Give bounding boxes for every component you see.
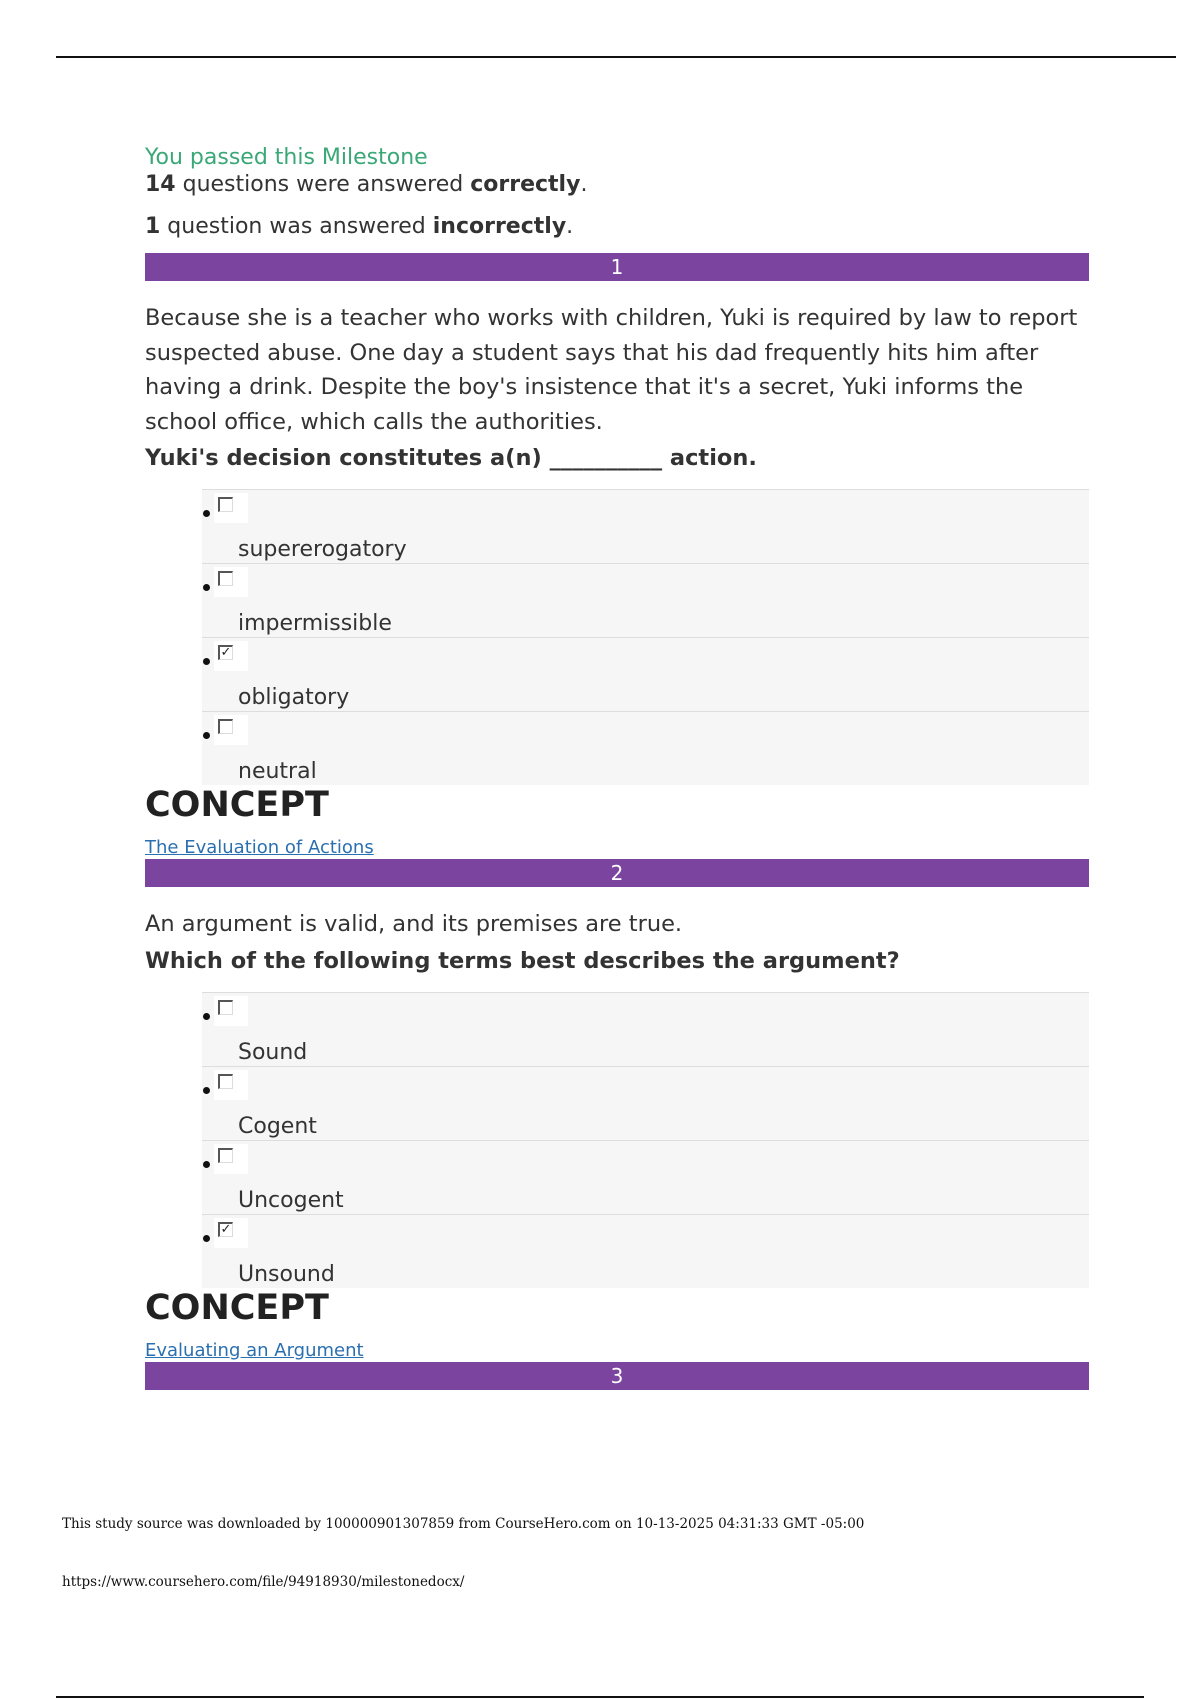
answer-checkbox[interactable]	[214, 996, 248, 1026]
correct-word: correctly	[470, 172, 581, 197]
answer-label: impermissible	[238, 611, 392, 636]
bullet-icon	[203, 584, 210, 591]
answer-checkbox[interactable]	[214, 1218, 248, 1248]
question-number-bar: 1	[145, 253, 1089, 281]
answer-checkbox[interactable]	[214, 1144, 248, 1174]
incorrect-summary	[145, 213, 1089, 241]
bullet-icon	[203, 1235, 210, 1242]
bullet-icon	[203, 658, 210, 665]
checkbox-icon	[218, 1148, 233, 1163]
answer-option[interactable]	[202, 711, 1089, 785]
checkbox-icon	[218, 497, 233, 512]
answer-checkbox[interactable]	[214, 641, 248, 671]
incorrect-text: question was answered	[160, 214, 433, 239]
answer-checkbox[interactable]	[214, 1070, 248, 1100]
correct-text: questions were answered	[175, 172, 471, 197]
answer-label: neutral	[238, 759, 317, 784]
checkbox-icon: ✓	[218, 645, 233, 660]
passed-message: You passed this Milestone	[145, 145, 428, 170]
correct-period: .	[580, 172, 588, 197]
answer-option[interactable]	[202, 1214, 1089, 1288]
answer-checkbox[interactable]	[214, 493, 248, 523]
top-rule	[56, 56, 1176, 58]
answer-label: obligatory	[238, 685, 350, 710]
question-number-bar: 3	[145, 1362, 1089, 1390]
concept-link[interactable]: Evaluating an Argument	[145, 1339, 364, 1361]
bullet-icon	[203, 1087, 210, 1094]
question-text: Which of the following terms best describes the argument?	[145, 947, 900, 974]
concept-link[interactable]: The Evaluation of Actions	[145, 837, 374, 858]
concept-heading: CONCEPT	[145, 785, 329, 825]
checkbox-icon: ✓	[218, 1222, 233, 1237]
answer-label: supererogatory	[238, 537, 407, 562]
checkbox-icon	[218, 1074, 233, 1089]
answer-checkbox[interactable]	[214, 715, 248, 745]
answer-label: Uncogent	[238, 1187, 344, 1213]
answer-checkbox[interactable]	[214, 567, 248, 597]
bullet-icon	[203, 510, 210, 517]
checkbox-icon	[218, 1000, 233, 1015]
answer-options	[202, 489, 1089, 785]
bottom-rule	[56, 1696, 1144, 1698]
bullet-icon	[203, 1013, 210, 1020]
answer-options	[202, 992, 1089, 1288]
answer-label: Cogent	[238, 1113, 317, 1139]
correct-count: 14	[145, 172, 176, 197]
source-url: https://www.coursehero.com/file/94918930/milestonedocx/	[62, 1574, 465, 1590]
checkbox-icon	[218, 719, 233, 734]
answer-option[interactable]	[202, 489, 1089, 563]
incorrect-period: .	[566, 214, 574, 239]
answer-option[interactable]	[202, 1066, 1089, 1140]
question-prompt: An argument is valid, and its premises are true.	[145, 911, 683, 937]
answer-label: Sound	[238, 1039, 308, 1065]
answer-option[interactable]	[202, 563, 1089, 637]
bullet-icon	[203, 732, 210, 739]
answer-option[interactable]	[202, 637, 1089, 711]
incorrect-count: 1	[145, 214, 161, 239]
question-number-bar: 2	[145, 859, 1089, 887]
answer-label: Unsound	[238, 1261, 335, 1287]
answer-option[interactable]	[202, 992, 1089, 1066]
question-prompt: Because she is a teacher who works with children, Yuki is required by law to report suspected abuse. One day a student says that his dad frequently hits him after having a drink. Despite the boy's insistence that it's a secret, Yuki informs the school office, which calls the authorities.	[145, 305, 1078, 435]
bullet-icon	[203, 1161, 210, 1168]
answer-option[interactable]	[202, 1140, 1089, 1214]
download-notice: This study source was downloaded by 100000901307859 from CourseHero.com on 10-13-2025 04:31:33 GMT -05:00	[62, 1516, 865, 1532]
incorrect-word: incorrectly	[432, 214, 567, 239]
concept-heading: CONCEPT	[145, 1287, 329, 1328]
milestone-results	[145, 145, 1089, 1390]
question-text: Yuki's decision constitutes a(n) __________ action.	[145, 445, 757, 471]
checkbox-icon	[218, 571, 233, 586]
correct-summary	[145, 171, 1089, 199]
